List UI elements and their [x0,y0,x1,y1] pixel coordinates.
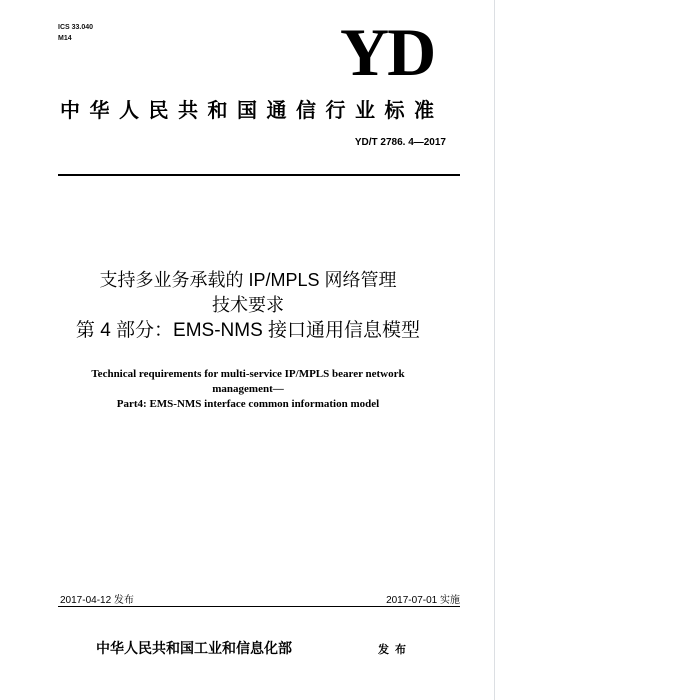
implement-date: 2017-07-01 实施 [386,595,460,606]
standard-name-cn: 中华人民共和国通信行业标准 [60,100,444,122]
ics-classification [58,22,93,44]
category-code: M14 [58,35,72,42]
issuing-authority: 中华人民共和国工业和信息化部 [96,642,292,657]
yd-logo: YD [340,14,435,90]
title-cn-line: 技术要求 [212,295,284,315]
title-en-line: Part4: EMS-NMS interface common information model [116,398,380,410]
title-en [40,367,456,412]
top-divider [58,174,460,176]
title-cn-line: 第 4 部分：EMS-NMS 接口通用信息模型 [75,320,421,341]
standard-number: YD/T 2786. 4—2017 [354,137,446,148]
title-cn-line: 支持多业务承载的 IP/MPLS 网络管理 [99,270,397,290]
title-en-line: Technical requirements for multi-service IP/MPLS bearer network [91,368,405,380]
bottom-divider [58,606,460,607]
title-en-line: management— [212,383,284,395]
ics-code: ICS 33.040 [58,24,94,31]
blank-side-panel [494,0,700,700]
title-cn [40,268,456,343]
publish-date: 2017-04-12 发布 [60,595,134,606]
issue-label: 发布 [378,644,412,656]
